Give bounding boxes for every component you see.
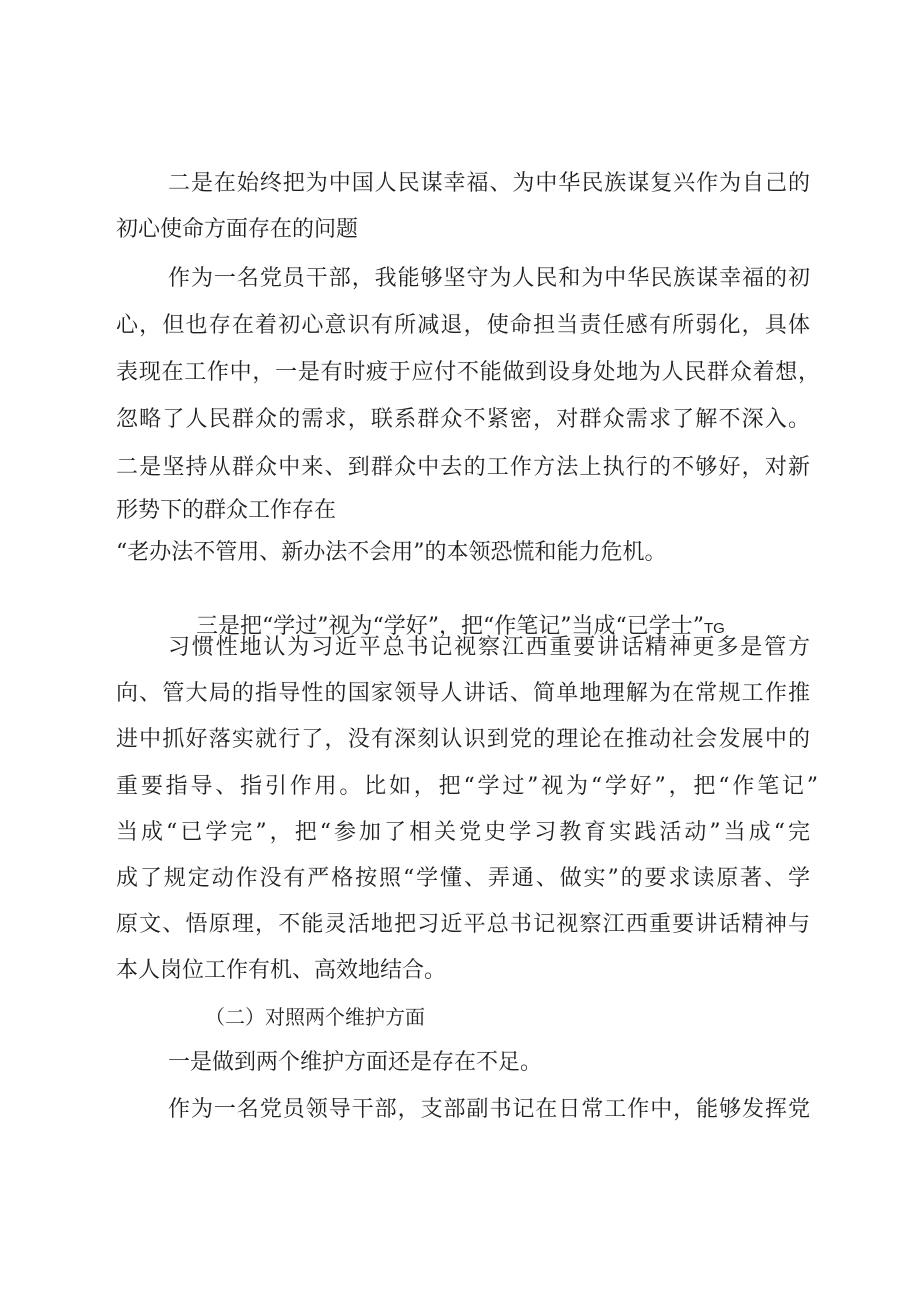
paragraph-line: 进中抓好落实就行了，没有深刻认识到党的理论在推动社会发展中的 <box>116 727 810 752</box>
section-heading: （二）对照两个维护方面 <box>205 1005 425 1029</box>
ocr-artifact-text: TG <box>703 620 725 637</box>
paragraph-line: 一是做到两个维护方面还是存在不足。 <box>168 1050 543 1075</box>
paragraph-line: 二是坚持从群众中来、到群众中去的工作方法上执行的不够好，对新 <box>116 455 810 480</box>
paragraph-line: 原文、悟原理，不能灵活地把习近平总书记视察江西重要讲话精神与 <box>116 912 810 937</box>
paragraph-line: 成了规定动作没有严格按照“学懂、弄通、做实”的要求读原著、学 <box>116 866 810 891</box>
paragraph-line: 忽略了人民群众的需求，联系群众不紧密，对群众需求了解不深入。 <box>116 407 810 432</box>
paragraph-line: 习惯性地认为习近平总书记视察江西重要讲话精神更多是管方 <box>168 635 810 660</box>
paragraph-line: 初心使命方面存在的问题 <box>116 217 359 242</box>
paragraph-line: 重要指导、指引作用。比如，把“学过”视为“学好”，把“作笔记” <box>116 774 818 799</box>
paragraph-line: 二是在始终把为中国人民谋幸福、为中华民族谋复兴作为自己的 <box>168 171 810 196</box>
paragraph-line: 心，但也存在着初心意识有所减退，使命担当责任感有所弱化，具体 <box>116 313 810 338</box>
paragraph-line: 表现在工作中，一是有时疲于应付不能做到设身处地为人民群众着想， <box>116 360 820 385</box>
paragraph-line: 形势下的群众工作存在 <box>116 498 337 523</box>
subheading-text: 三是把“学过”视为“学好”，把“作笔记”当成“已学士” <box>195 614 704 639</box>
paragraph-line: 作为一名党员领导干部，支部副书记在日常工作中，能够发挥党 <box>168 1097 810 1122</box>
subheading-line <box>168 588 725 639</box>
paragraph-line: 本人岗位工作有机、高效地结合。 <box>116 958 447 983</box>
paragraph-line: 向、管大局的指导性的国家领导人讲话、简单地理解为在常规工作推 <box>116 681 810 706</box>
paragraph-line: 当成“已学完”，把“参加了相关党史学习教育实践活动”当成“完 <box>116 820 810 845</box>
paragraph-line: 作为一名党员干部，我能够坚守为人民和为中华民族谋幸福的初 <box>168 266 810 291</box>
paragraph-line: “老办法不管用、新办法不会用”的本领恐慌和能力危机。 <box>116 540 667 565</box>
